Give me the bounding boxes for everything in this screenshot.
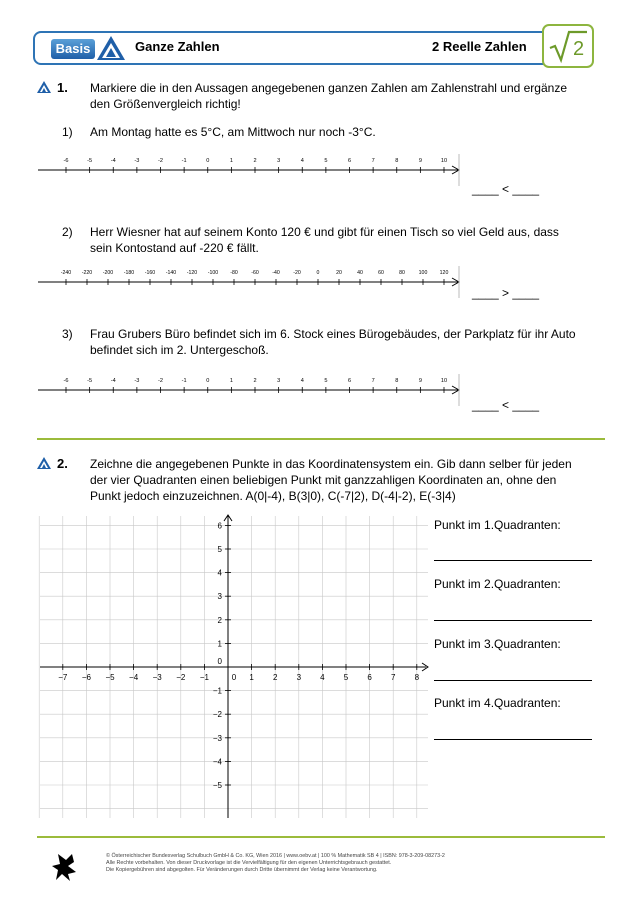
tick-label: -1 — [181, 378, 187, 384]
quadrant-1-answer-line[interactable] — [434, 560, 592, 561]
tick-label: 80 — [399, 270, 405, 276]
task1-number: 1. — [57, 80, 68, 95]
tick-label: 7 — [371, 378, 375, 384]
y-tick-label: −2 — [212, 710, 222, 720]
tick-label: -200 — [102, 270, 114, 276]
y-tick-label: −3 — [212, 733, 222, 743]
svg-text:2: 2 — [573, 38, 585, 60]
section-divider — [37, 438, 605, 440]
footer-rights: Alle Rechte vorbehalten. Von dieser Druckvorlage ist die Vervielfältigung für den eigenen Unterrichtsgebrauch gestattet. — [106, 860, 392, 866]
y-tick-label: 1 — [217, 639, 222, 649]
x-tick-label: 2 — [272, 673, 278, 682]
quadrant-4-label: Punkt im 4.Quadranten: — [434, 696, 561, 710]
tick-label: 10 — [440, 378, 448, 384]
tick-label: -160 — [144, 270, 156, 276]
tick-label: 60 — [378, 270, 384, 276]
level-triangle-icon-2 — [36, 456, 52, 470]
quadrant-3-label: Punkt im 3.Quadranten: — [434, 637, 561, 651]
x-tick-label: −1 — [199, 673, 209, 682]
tick-label: 0 — [316, 270, 320, 276]
tick-label: 0 — [206, 158, 210, 164]
item1-text: Am Montag hatte es 5°C, am Mittwoch nur noch -3°C. — [90, 125, 376, 139]
tick-label: -6 — [63, 378, 69, 384]
x-tick-label: 6 — [367, 673, 372, 682]
tick-label: -3 — [134, 378, 140, 384]
footer-disclaimer: Die Kopiergebühren sind abgegolten. Für Veränderungen durch Dritte übernimmt der Verlag keine Verantwortung. — [106, 867, 378, 873]
tick-label: -100 — [207, 270, 219, 276]
tick-label: 4 — [300, 378, 304, 384]
task2-number: 2. — [57, 456, 68, 471]
tick-label: -5 — [87, 158, 93, 164]
tick-label: 0 — [206, 378, 210, 384]
tick-label: -6 — [63, 158, 69, 164]
tick-label: 7 — [371, 158, 375, 164]
level-triangle-icon — [36, 80, 52, 94]
number-line-1 — [38, 150, 468, 190]
tick-label: -1 — [181, 158, 187, 164]
tick-label: 4 — [300, 158, 304, 164]
tick-label: 6 — [347, 158, 352, 164]
tick-label: -220 — [81, 270, 93, 276]
task1-text-line1: Markiere die in den Aussagen angegebenen ganzen Zahlen am Zahlenstrahl und ergänze — [90, 81, 567, 95]
basis-badge: Basis — [51, 39, 95, 59]
quadrant-3-answer-line[interactable] — [434, 680, 592, 681]
task1-text-line2: den Größenvergleich richtig! — [90, 97, 241, 111]
item3-text-line1: Frau Grubers Büro befindet sich im 6. Stock eines Bürogebäudes, der Parkplatz für ihr Auto — [90, 327, 576, 341]
tick-label: -2 — [158, 378, 163, 384]
number-line-3 — [38, 370, 468, 410]
publisher-logo-icon — [50, 852, 78, 882]
sqrt-logo-icon — [540, 22, 596, 70]
tick-label: -20 — [293, 270, 301, 276]
tick-label: 3 — [277, 158, 281, 164]
tick-label: 2 — [253, 158, 257, 164]
x-tick-label: 8 — [414, 673, 420, 682]
tick-label: 40 — [357, 270, 363, 276]
compare-blank-2[interactable]: ____ > ____ — [472, 286, 540, 300]
tick-label: 100 — [418, 270, 428, 276]
quadrant-4-answer-line[interactable] — [434, 739, 592, 740]
item2-label: 2) — [62, 225, 73, 239]
x-tick-label: 5 — [343, 673, 349, 682]
x-tick-label: 7 — [390, 673, 396, 682]
tick-label: 9 — [418, 158, 422, 164]
tick-label: 3 — [277, 378, 281, 384]
tick-label: -120 — [186, 270, 198, 276]
tick-label: -2 — [158, 158, 163, 164]
quadrant-2-label: Punkt im 2.Quadranten: — [434, 577, 561, 591]
y-tick-label: 5 — [217, 545, 222, 554]
task2-text-line2: der vier Quadranten einen beliebigen Punkt mit ganzzahligen Koordinaten an, ohne den — [90, 473, 557, 487]
x-tick-label: 3 — [296, 673, 302, 682]
tick-label: -180 — [123, 270, 135, 276]
tick-label: -240 — [60, 270, 72, 276]
chapter-title: 2 Reelle Zahlen — [432, 39, 527, 54]
tick-label: -140 — [165, 270, 177, 276]
tick-label: 5 — [324, 158, 328, 164]
task2-text-line3: Punkt jedoch einzuzeichnen. A(0|-4), B(3|0), C(-7|2), D(-4|-2), E(-3|4) — [90, 489, 456, 503]
compare-blank-1[interactable]: ____ < ____ — [472, 182, 540, 196]
tick-label: -3 — [134, 158, 140, 164]
y-tick-label: −1 — [212, 686, 222, 696]
coordinate-system[interactable] — [36, 512, 432, 824]
y-tick-label: 4 — [217, 568, 222, 578]
item2-text-line2: sein Kontostand auf -220 € fällt. — [90, 241, 259, 255]
tick-label: 9 — [418, 378, 422, 384]
y-tick-label: 6 — [217, 521, 222, 531]
x-tick-label: −3 — [152, 673, 162, 682]
y-tick-label: 2 — [217, 615, 222, 625]
basis-triangle-icon — [95, 34, 127, 62]
x-tick-label: 4 — [320, 673, 325, 682]
tick-label: 5 — [324, 378, 328, 384]
tick-label: -4 — [110, 378, 116, 384]
item3-label: 3) — [62, 327, 73, 341]
origin-label: 0 — [217, 657, 222, 666]
page-title: Ganze Zahlen — [135, 39, 220, 54]
tick-label: -60 — [251, 270, 259, 276]
y-tick-label: −5 — [212, 781, 222, 790]
item1-label: 1) — [62, 125, 73, 139]
tick-label: -4 — [110, 158, 116, 164]
tick-label: 6 — [347, 378, 352, 384]
x-tick-label: −4 — [129, 673, 139, 682]
tick-label: 10 — [440, 158, 448, 164]
task2-text-line1: Zeichne die angegebenen Punkte in das Koordinatensystem ein. Gib dann selber für jeden — [90, 457, 572, 471]
x-tick-label: 1 — [249, 673, 254, 682]
x-tick-label: −7 — [58, 673, 68, 682]
tick-label: 20 — [336, 270, 342, 276]
tick-label: 2 — [253, 378, 257, 384]
tick-label: 8 — [395, 378, 399, 384]
x-tick-label: −6 — [81, 673, 91, 682]
tick-label: 1 — [229, 158, 233, 164]
quadrant-1-label: Punkt im 1.Quadranten: — [434, 518, 561, 532]
x-tick-label: −5 — [105, 673, 115, 682]
footer-divider — [37, 836, 605, 838]
x-tick-label: −2 — [176, 673, 186, 682]
tick-label: 8 — [395, 158, 399, 164]
footer-copyright: © Österreichischer Bundesverlag Schulbuch GmbH & Co. KG, Wien 2016 | www.oebv.at | 100 % Mathematik SB 4 | ISBN: 978-3-209-08273-2 — [106, 853, 445, 859]
number-line-2 — [38, 262, 468, 302]
compare-blank-3[interactable]: ____ < ____ — [472, 398, 540, 412]
tick-label: -80 — [230, 270, 238, 276]
y-tick-label: −4 — [212, 757, 222, 767]
tick-label: 120 — [439, 270, 449, 276]
y-tick-label: 3 — [217, 592, 222, 602]
tick-label: -5 — [87, 378, 93, 384]
tick-label: -40 — [272, 270, 280, 276]
tick-label: 1 — [229, 378, 233, 384]
item3-text-line2: befindet sich im 2. Untergeschoß. — [90, 343, 269, 357]
item2-text-line1: Herr Wiesner hat auf seinem Konto 120 € und gibt für einen Tisch so viel Geld aus, dass — [90, 225, 559, 239]
x-tick-label: 0 — [231, 673, 237, 682]
quadrant-2-answer-line[interactable] — [434, 620, 592, 621]
